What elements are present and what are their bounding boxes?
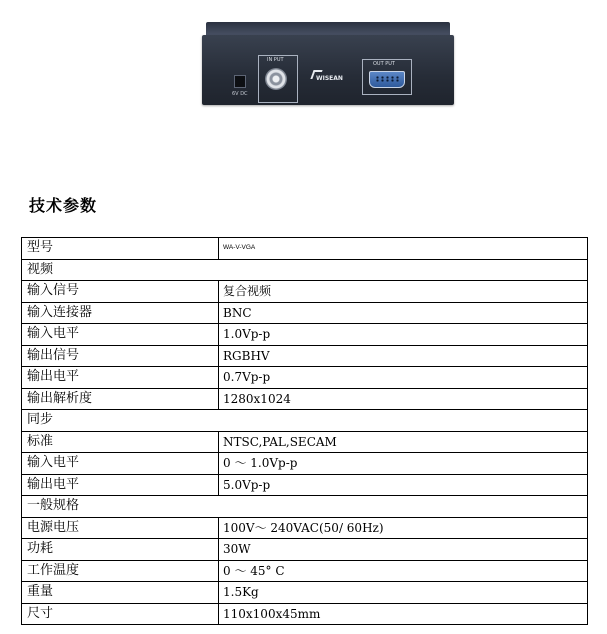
spec-value: 1280x1024 xyxy=(219,388,588,410)
product-image xyxy=(202,22,454,106)
spec-row xyxy=(22,367,588,389)
device-top-panel xyxy=(206,22,450,36)
spec-value: RGBHV xyxy=(219,345,588,367)
bnc-connector-icon xyxy=(265,68,287,90)
spec-label: 电源电压 xyxy=(22,517,219,539)
spec-row xyxy=(22,302,588,324)
spec-section-label: 一般规格 xyxy=(22,496,588,518)
spec-row xyxy=(22,560,588,582)
spec-label: 标准 xyxy=(22,431,219,453)
device-front-panel xyxy=(202,35,454,105)
spec-value: 0 ～ 45° C xyxy=(219,560,588,582)
spec-value: BNC xyxy=(219,302,588,324)
spec-value: 110x100x45mm xyxy=(219,603,588,625)
spec-label: 工作温度 xyxy=(22,560,219,582)
spec-section-row xyxy=(22,496,588,518)
spec-label: 输出电平 xyxy=(22,474,219,496)
power-jack-icon xyxy=(234,75,246,88)
section-title: 技术参数 xyxy=(29,196,98,215)
power-label: 6V DC xyxy=(232,91,248,97)
spec-table-body xyxy=(22,238,588,625)
spec-value: 复合视频 xyxy=(219,281,588,303)
spec-row xyxy=(22,345,588,367)
spec-row xyxy=(22,517,588,539)
spec-section-row xyxy=(22,259,588,281)
spec-label: 输出信号 xyxy=(22,345,219,367)
spec-label: 输出解析度 xyxy=(22,388,219,410)
vga-connector-icon xyxy=(369,71,405,88)
spec-label: 输出电平 xyxy=(22,367,219,389)
spec-row xyxy=(22,582,588,604)
spec-value: 0.7Vp-p xyxy=(219,367,588,389)
input-port-label: IN PUT xyxy=(267,57,284,63)
spec-value: NTSC,PAL,SECAM xyxy=(219,431,588,453)
spec-row xyxy=(22,238,588,260)
spec-value: 30W xyxy=(219,539,588,561)
spec-label: 型号 xyxy=(22,238,219,260)
brand-logo-text: WISEAN xyxy=(316,75,343,82)
spec-row xyxy=(22,281,588,303)
spec-row xyxy=(22,388,588,410)
spec-label: 输入信号 xyxy=(22,281,219,303)
spec-section-label: 同步 xyxy=(22,410,588,432)
spec-row xyxy=(22,603,588,625)
spec-row xyxy=(22,453,588,475)
spec-label: 输入电平 xyxy=(22,324,219,346)
spec-value: 1.0Vp-p xyxy=(219,324,588,346)
spec-label: 尺寸 xyxy=(22,603,219,625)
spec-value: 100V～ 240VAC(50/ 60Hz) xyxy=(219,517,588,539)
spec-section-label: 视频 xyxy=(22,259,588,281)
spec-value: 0 ～ 1.0Vp-p xyxy=(219,453,588,475)
spec-row xyxy=(22,431,588,453)
spec-row xyxy=(22,539,588,561)
output-port-label: OUT PUT xyxy=(373,61,395,67)
spec-section-row xyxy=(22,410,588,432)
vga-pins xyxy=(375,76,399,82)
spec-value: 1.5Kg xyxy=(219,582,588,604)
spec-label: 功耗 xyxy=(22,539,219,561)
spec-label: 输入连接器 xyxy=(22,302,219,324)
spec-value: 5.0Vp-p xyxy=(219,474,588,496)
spec-row xyxy=(22,474,588,496)
spec-label: 输入电平 xyxy=(22,453,219,475)
spec-row xyxy=(22,324,588,346)
spec-label: 重量 xyxy=(22,582,219,604)
spec-table xyxy=(21,237,588,625)
spec-value: WA-V-VGA xyxy=(219,238,588,260)
